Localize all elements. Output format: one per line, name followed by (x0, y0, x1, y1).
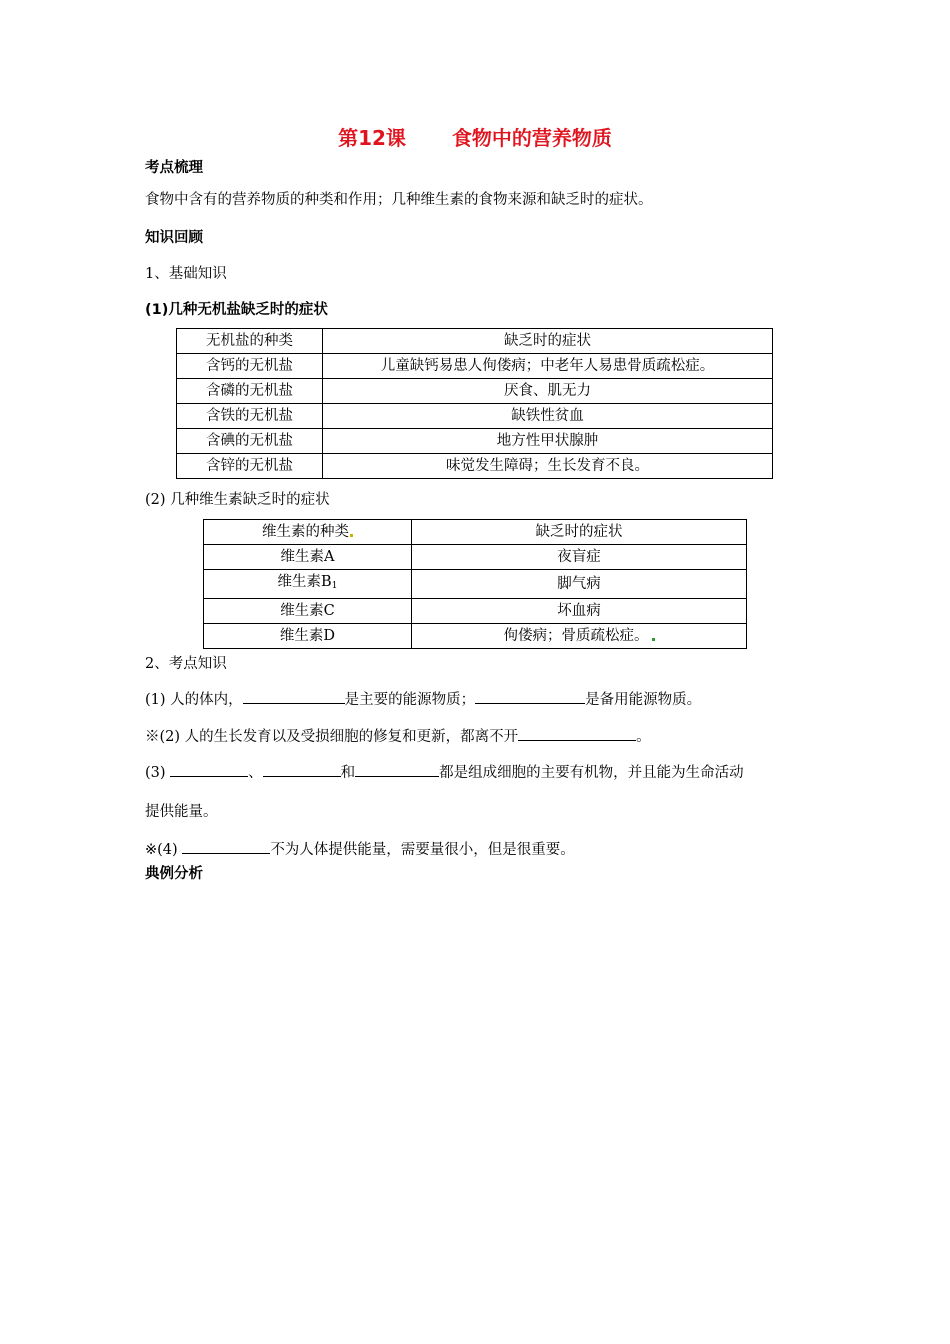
table-cell: 缺铁性贫血 (323, 404, 773, 429)
question-text: 和 (340, 765, 356, 781)
question-3 (145, 761, 744, 782)
table-header-row (204, 520, 747, 545)
table-header: 缺乏时的症状 (412, 520, 747, 545)
lesson-name: 食物中的营养物质 (451, 126, 612, 150)
question-4 (145, 838, 575, 859)
vitamin-b-subscript: 1 (331, 581, 338, 591)
table-cell: 含钙的无机盐 (177, 354, 323, 379)
kaodian-text: 食物中含有的营养物质的种类和作用；几种维生素的食物来源和缺乏时的症状。 (145, 192, 653, 208)
answer-blank[interactable] (263, 762, 341, 777)
heading-vitamins: (2) 几种维生素缺乏时的症状 (145, 492, 330, 508)
table-cell: 维生素A (204, 545, 412, 570)
table-row (177, 354, 773, 379)
heading-minerals: (1)几种无机盐缺乏时的症状 (145, 302, 328, 318)
question-text: (1) 人的体内， (145, 692, 243, 708)
table-row (177, 404, 773, 429)
mark-dot (350, 534, 353, 537)
answer-blank[interactable] (355, 762, 439, 777)
question-text: ※(4) (145, 842, 183, 858)
question-3-continued: 提供能量。 (145, 804, 218, 820)
heading-jichu: 1、基础知识 (145, 266, 227, 282)
table-cell: 含铁的无机盐 (177, 404, 323, 429)
answer-blank[interactable] (170, 762, 248, 777)
table-row (177, 379, 773, 404)
table-cell: 味觉发生障碍；生长发育不良。 (323, 454, 773, 479)
table-cell: 含碘的无机盐 (177, 429, 323, 454)
question-text: (3) (145, 765, 171, 781)
table-cell: 厌食、肌无力 (323, 379, 773, 404)
table-header-row (177, 329, 773, 354)
table-row (204, 599, 747, 624)
question-text: ※(2) 人的生长发育以及受损细胞的修复和更新，都离不开 (145, 729, 519, 745)
table-row (177, 429, 773, 454)
answer-blank[interactable] (475, 689, 585, 704)
table-header-text: 维生素的种类 (262, 524, 349, 540)
minerals-table (176, 328, 773, 479)
question-text: 是主要的能源物质； (344, 692, 476, 708)
table-cell: 维生素D (204, 624, 412, 649)
table-row (177, 454, 773, 479)
table-cell: 夜盲症 (412, 545, 747, 570)
table-cell: 地方性甲状腺肿 (323, 429, 773, 454)
table-cell-text: 佝偻病；骨质疏松症。 (503, 628, 649, 644)
mark-dot (652, 638, 655, 641)
table-header (204, 520, 412, 545)
question-2 (145, 725, 651, 746)
heading-dianli: 典例分析 (145, 866, 203, 882)
answer-blank[interactable] (518, 726, 636, 741)
heading-zhishi-huigu: 知识回顾 (145, 230, 203, 246)
answer-blank[interactable] (182, 839, 270, 854)
table-cell: 含锌的无机盐 (177, 454, 323, 479)
question-text: 。 (636, 729, 651, 745)
heading-kaodian-shuli: 考点梳理 (145, 160, 203, 176)
question-text: 是备用能源物质。 (585, 692, 702, 708)
table-header: 无机盐的种类 (177, 329, 323, 354)
table-cell: 儿童缺钙易患人佝偻病；中老年人易患骨质疏松症。 (323, 354, 773, 379)
vitamin-b-label: 维生素B (277, 574, 332, 590)
table-cell: 维生素C (204, 599, 412, 624)
question-text: 不为人体提供能量，需要量很小，但是很重要。 (270, 842, 575, 858)
table-cell (204, 570, 412, 599)
question-text: 、 (248, 765, 263, 781)
lesson-number: 第12课 (338, 126, 406, 150)
page-title (0, 122, 950, 151)
question-1 (145, 688, 701, 709)
table-cell: 坏血病 (412, 599, 747, 624)
table-row (204, 545, 747, 570)
table-cell (412, 624, 747, 649)
table-row (204, 624, 747, 649)
table-header: 缺乏时的症状 (323, 329, 773, 354)
vitamins-table (203, 519, 747, 649)
table-cell: 含磷的无机盐 (177, 379, 323, 404)
table-cell: 脚气病 (412, 570, 747, 599)
heading-kaodian-zhishi: 2、考点知识 (145, 656, 227, 672)
table-row (204, 570, 747, 599)
question-text: 都是组成细胞的主要有机物，并且能为生命活动 (439, 765, 744, 781)
answer-blank[interactable] (243, 689, 345, 704)
